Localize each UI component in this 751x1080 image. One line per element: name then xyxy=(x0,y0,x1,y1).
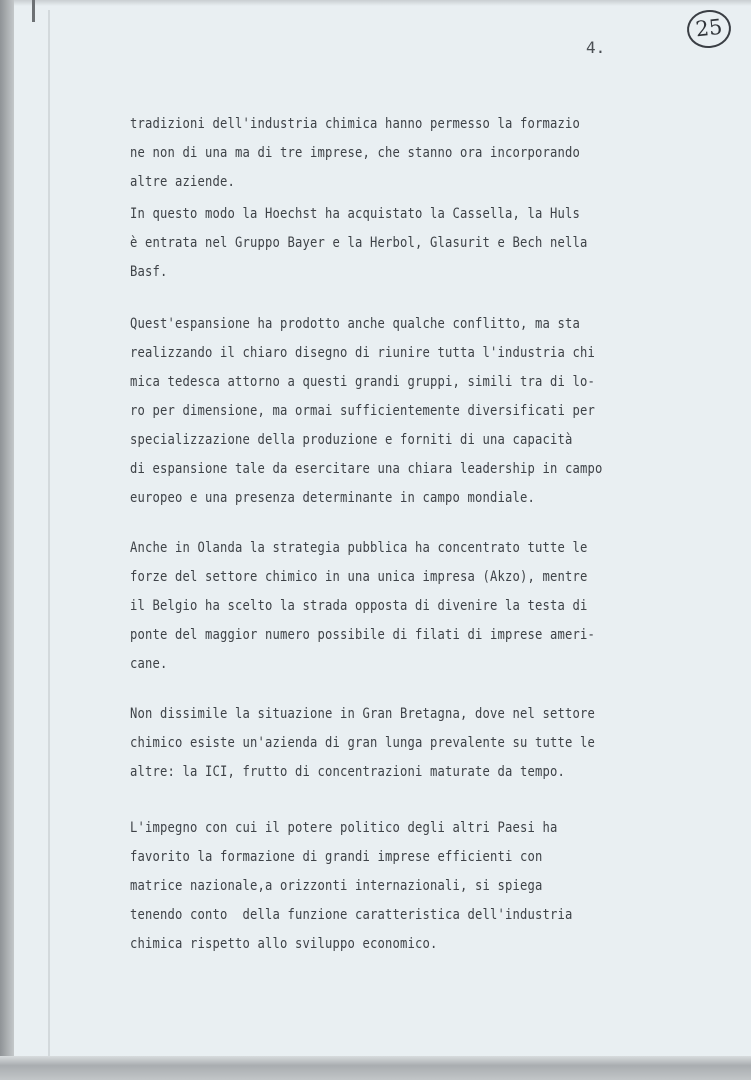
text-line: altre: la ICI, frutto di concentrazioni maturate da tempo. xyxy=(130,764,566,780)
text-line: cane. xyxy=(130,656,168,672)
text-line: mica tedesca attorno a questi grandi gruppi, simili tra di lo- xyxy=(130,374,596,390)
text-line: In questo modo la Hoechst ha acquistato la Cassella, la Huls xyxy=(130,206,581,222)
text-line: europeo e una presenza determinante in campo mondiale. xyxy=(130,490,536,506)
paragraph-5 xyxy=(130,700,720,787)
text-line: tradizioni dell'industria chimica hanno permesso la formazio xyxy=(130,116,581,132)
text-line: matrice nazionale,a orizzonti internazionali, si spiega xyxy=(130,878,543,894)
text-line: favorito la formazione di grandi imprese efficienti con xyxy=(130,849,543,865)
text-line: chimica rispetto allo sviluppo economico. xyxy=(130,936,438,952)
paragraph-6 xyxy=(130,814,720,959)
page-top-shadow xyxy=(14,0,751,6)
paragraph-1 xyxy=(130,110,720,197)
text-line: L'impegno con cui il potere politico degli altri Paesi ha xyxy=(130,820,558,836)
text-line: di espansione tale da esercitare una chiara leadership in campo xyxy=(130,461,603,477)
text-line: tenendo conto della funzione caratteristica dell'industria xyxy=(130,907,573,923)
text-line: forze del settore chimico in una unica impresa (Akzo), mentre xyxy=(130,569,588,585)
text-line: Non dissimile la situazione in Gran Bretagna, dove nel settore xyxy=(130,706,596,722)
text-line: ponte del maggior numero possibile di filati di imprese ameri- xyxy=(130,627,596,643)
text-line: chimico esiste un'azienda di gran lunga prevalente su tutte le xyxy=(130,735,596,751)
scan-bottom-edge xyxy=(0,1056,751,1080)
page-stamp-number: 25 xyxy=(685,8,733,50)
text-line: Anche in Olanda la strategia pubblica ha concentrato tutte le xyxy=(130,540,588,556)
page-edge-mark xyxy=(32,0,35,22)
scan-left-edge xyxy=(0,0,14,1080)
text-line: il Belgio ha scelto la strada opposta di divenire la testa di xyxy=(130,598,588,614)
text-line: è entrata nel Gruppo Bayer e la Herbol, Glasurit e Bech nella xyxy=(130,235,588,251)
paragraph-4 xyxy=(130,534,720,679)
text-line: realizzando il chiaro disegno di riunire tutta l'industria chi xyxy=(130,345,596,361)
text-line: altre aziende. xyxy=(130,174,236,190)
paragraph-2 xyxy=(130,200,720,287)
text-line: ro per dimensione, ma ormai sufficientemente diversificati per xyxy=(130,403,596,419)
text-line: Quest'espansione ha prodotto anche qualche conflitto, ma sta xyxy=(130,316,581,332)
text-line: Basf. xyxy=(130,264,168,280)
page-number: 4. xyxy=(586,38,606,57)
paragraph-3 xyxy=(130,310,720,513)
text-line: specializzazione della produzione e forniti di una capacità xyxy=(130,432,573,448)
page-fold-line xyxy=(48,10,50,1058)
text-line: ne non di una ma di tre imprese, che stanno ora incorporando xyxy=(130,145,581,161)
